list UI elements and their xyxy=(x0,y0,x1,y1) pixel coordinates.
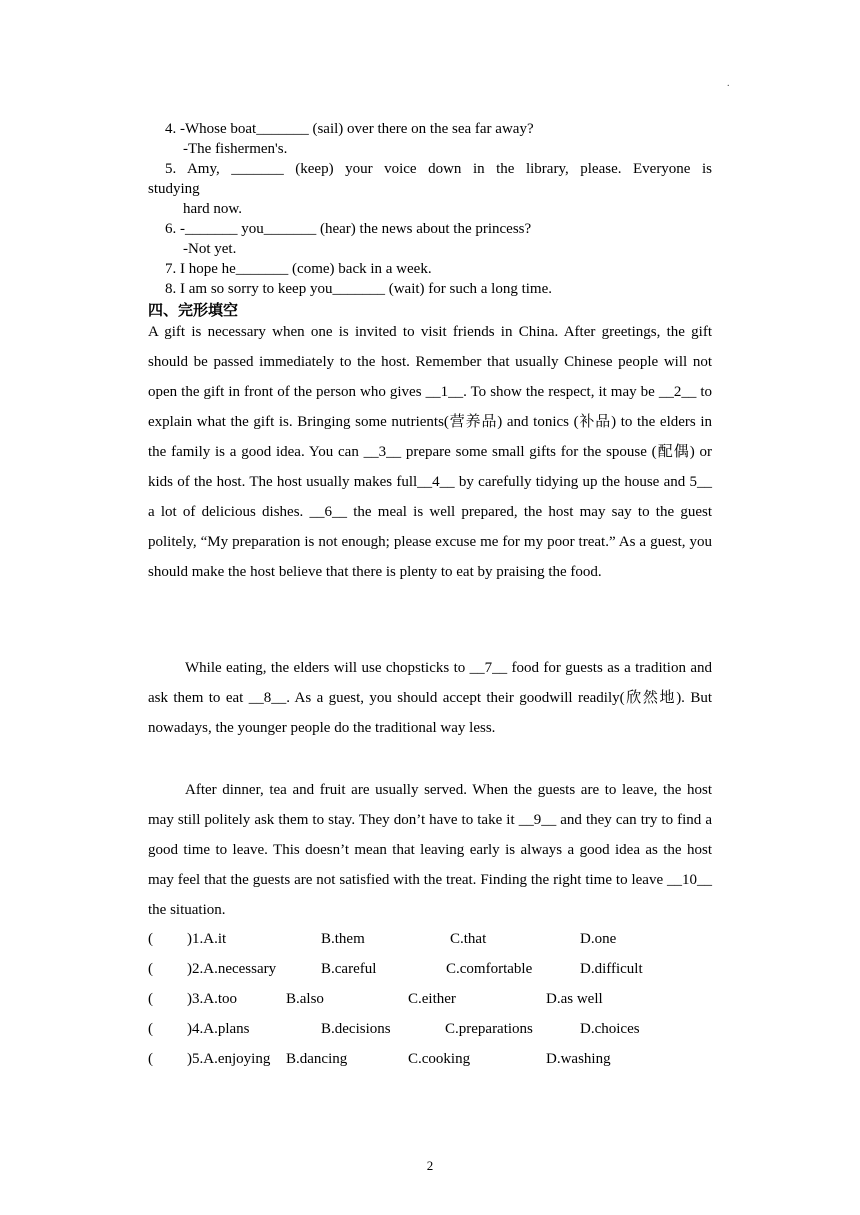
exercise-line: -The fishermen's. xyxy=(183,141,288,157)
passage-text: the situation. xyxy=(148,902,226,918)
exercise-line: -Not yet. xyxy=(183,241,237,257)
option-d: D.one xyxy=(580,931,617,947)
question-number-option-a: )1.A.it xyxy=(187,931,227,947)
cloze-blank: __3__ xyxy=(363,444,402,460)
option-row xyxy=(148,989,748,1019)
passage-text: by carefully tidying up the house and xyxy=(454,474,690,490)
exercise-line: 6. -_______ you_______ (hear) the news about the princess? xyxy=(165,221,532,237)
option-d: D.as well xyxy=(546,991,603,1007)
exercise-line: 4. -Whose boat_______ (sail) over there on the sea far away? xyxy=(165,121,534,137)
option-b: B.also xyxy=(286,991,324,1007)
option-row xyxy=(148,959,748,989)
passage-text: After dinner, tea and fruit are usually served. When the guests are to leave, the host may still politely ask them to stay. They don’t have to take it xyxy=(148,782,712,828)
exercise-line: hard now. xyxy=(183,201,243,217)
section-title: 四、完形填空 xyxy=(148,301,239,319)
option-c: C.cooking xyxy=(408,1051,471,1067)
answer-paren: ( xyxy=(148,961,153,977)
passage-text: a lot of delicious dishes. xyxy=(148,504,310,520)
question-number-option-a: )2.A.necessary xyxy=(187,961,277,977)
page-number: 2 xyxy=(426,1158,434,1173)
corner-mark: . xyxy=(727,78,730,89)
passage-text: A gift is necessary when one is invited to visit friends in China. After greetings, the gift should be passed immediately to the host. Remember that usually Chinese people will not open the gift in front of the person who gives xyxy=(148,324,712,400)
passage-paragraph-3 xyxy=(148,775,712,925)
exercise-line: 8. I am so sorry to keep you_______ (wait) for such a long time. xyxy=(165,281,553,297)
exercise-line: 7. I hope he_______ (come) back in a week. xyxy=(165,261,432,277)
exercise-line: 5. Amy, _______ (keep) your voice down in the library, please. Everyone is xyxy=(165,161,712,177)
option-c: C.comfortable xyxy=(446,961,533,977)
question-number-option-a: )3.A.too xyxy=(187,991,237,1007)
passage-text: and they can try to find a good time to leave. This doesn’t mean that leaving early is always a good idea as the host may feel that the guests are not satisfied with the treat. Finding the right time to leave xyxy=(148,812,713,888)
option-row xyxy=(148,1049,748,1079)
passage-text: . As a guest, you should accept their goodwill readily(欣然地). But nowadays, the younger people do the traditional way less. xyxy=(148,690,712,736)
passage-text: While eating, the elders will use chopsticks to xyxy=(185,660,470,676)
question-number-option-a: )4.A.plans xyxy=(187,1021,250,1037)
passage-text: food for guests as a tradition and ask them to eat xyxy=(148,660,712,706)
passage-paragraph-1 xyxy=(148,317,712,587)
cloze-blank: __9__ xyxy=(518,812,557,828)
answer-paren: ( xyxy=(148,1021,153,1037)
cloze-blank: __4__ xyxy=(417,474,455,490)
passage-paragraph-2 xyxy=(148,653,712,743)
option-d: D.difficult xyxy=(580,961,643,977)
cloze-blank: __7__ xyxy=(469,660,508,676)
option-row xyxy=(148,1019,748,1049)
option-b: B.careful xyxy=(321,961,377,977)
cloze-blank: __2__ xyxy=(658,384,697,400)
option-b: B.them xyxy=(321,931,365,947)
answer-paren: ( xyxy=(148,931,153,947)
cloze-blank: __10__ xyxy=(667,872,712,888)
option-d: D.choices xyxy=(580,1021,640,1037)
cloze-blank: 5__ xyxy=(689,474,712,490)
passage-text: to explain what the gift is. Bringing some nutrients(营养品) and tonics (补品) to the elders in the family is a good idea. You can xyxy=(148,384,712,460)
cloze-blank: __8__ xyxy=(248,690,287,706)
option-row xyxy=(148,929,748,959)
passage-text: prepare some small gifts for the spouse (配偶) or kids of the host. The host usually makes full xyxy=(148,444,712,490)
option-c: C.preparations xyxy=(445,1021,533,1037)
option-d: D.washing xyxy=(546,1051,611,1067)
question-number-option-a: )5.A.enjoying xyxy=(187,1051,271,1067)
cloze-blank: __1__ xyxy=(425,384,464,400)
passage-text: . To show the respect, it may be xyxy=(463,384,659,400)
option-c: C.that xyxy=(450,931,487,947)
answer-paren: ( xyxy=(148,991,153,1007)
option-b: B.dancing xyxy=(286,1051,348,1067)
answer-paren: ( xyxy=(148,1051,153,1067)
passage-text: the meal is well prepared, the host may say to the guest politely, “My preparation is not enough; please excuse me for my poor treat.” As a guest, you should make the host believe that there is plenty to eat by praising the food. xyxy=(148,504,712,580)
cloze-blank: __6__ xyxy=(309,504,348,520)
exercise-line: studying xyxy=(148,181,200,197)
option-b: B.decisions xyxy=(321,1021,391,1037)
option-c: C.either xyxy=(408,991,456,1007)
